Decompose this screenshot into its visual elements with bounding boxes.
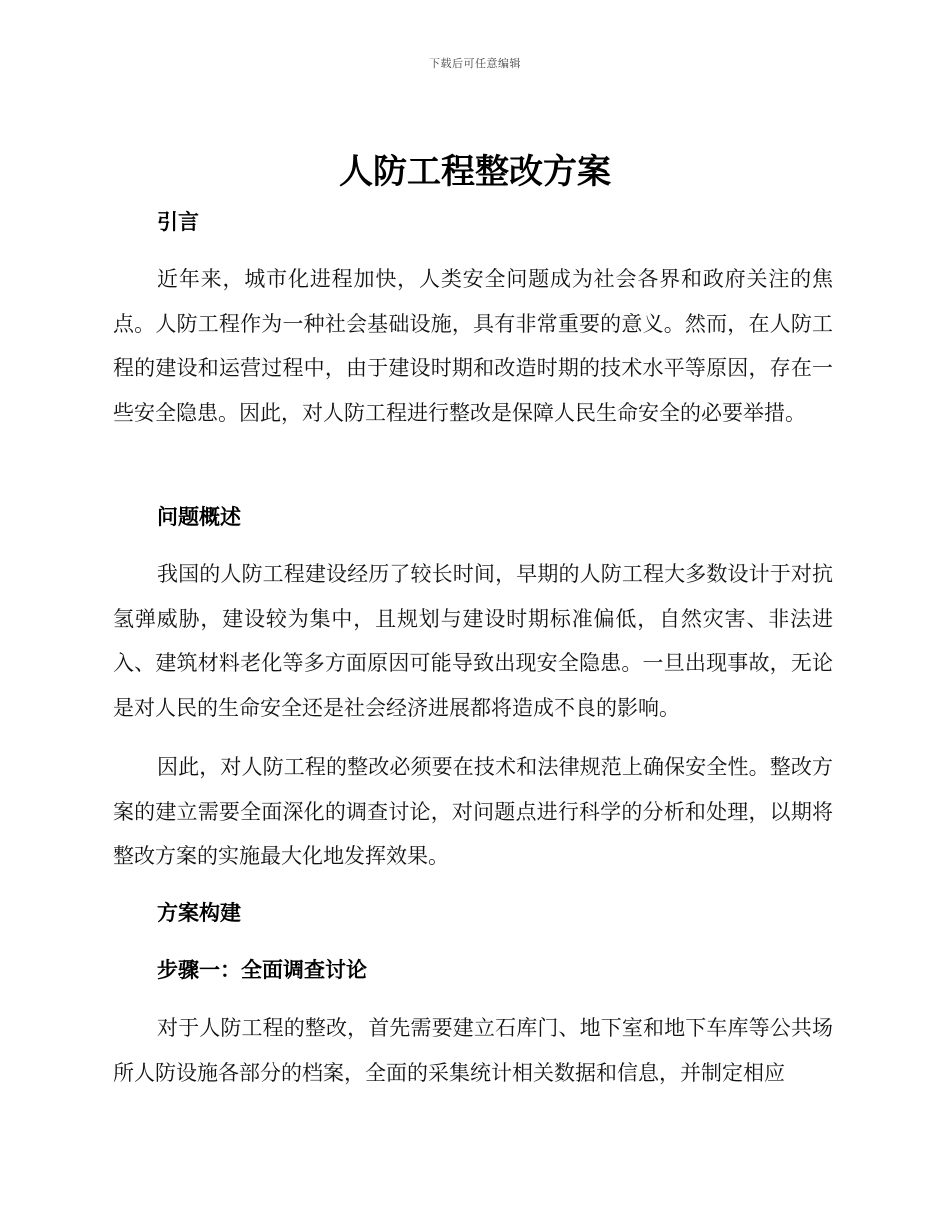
section-heading-plan: 方案构建 — [157, 901, 241, 925]
document-title: 人防工程整改方案 — [339, 152, 611, 192]
problem-paragraph-2: 因此，对人防工程的整改必须要在技术和法律规范上确保安全性。整改方案的建立需要全面深化的调查讨论，对问题点进行科学的分析和处理，以期将整改方案的实施最大化地发挥效果。 — [113, 755, 833, 868]
problem-paragraph-1: 我国的人防工程建设经历了较长时间，早期的人防工程大多数设计于对抗氢弹威胁，建设较为集中，且规划与建设时期标准偏低，自然灾害、非法进入、建筑材料老化等多方面原因可能导致出现安全隐患。一旦出现事故，无论是对人民的生命安全还是社会经济进展都将造成不良的影响。 — [113, 562, 833, 720]
step1-heading: 步骤一：全面调查讨论 — [157, 958, 367, 982]
intro-paragraph: 近年来，城市化进程加快，人类安全问题成为社会各界和政府关注的焦点。人防工程作为一种社会基础设施，具有非常重要的意义。然而，在人防工程的建设和运营过程中，由于建设时期和改造时期的技术水平等原因，存在一些安全隐患。因此，对人防工程进行整改是保障人民生命安全的必要举措。 — [113, 267, 833, 425]
header-note: 下载后可任意编辑 — [429, 57, 521, 70]
section-heading-intro: 引言 — [157, 210, 199, 234]
step1-paragraph: 对于人防工程的整改，首先需要建立石库门、地下室和地下车库等公共场所人防设施各部分的档案，全面的采集统计相关数据和信息，并制定相应 — [113, 1016, 833, 1085]
section-heading-problem: 问题概述 — [157, 505, 241, 529]
